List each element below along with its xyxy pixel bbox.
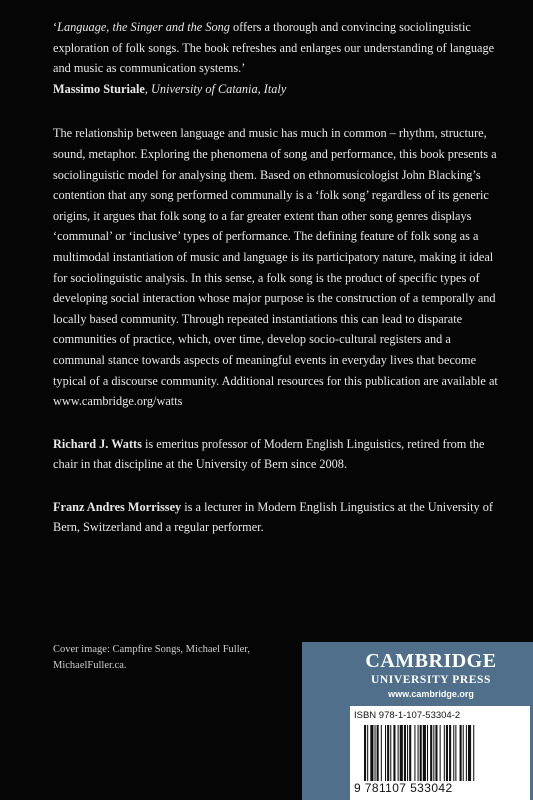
- quote-author: Massimo Sturiale: [53, 81, 145, 96]
- barcode-card: [350, 706, 530, 800]
- book-title: Language, the Singer and the Song: [57, 20, 230, 34]
- author-name: Franz Andres Morrissey: [53, 499, 182, 514]
- publisher-press: UNIVERSITY PRESS: [370, 674, 492, 686]
- author-bio-text: is a lecturer in Modern English Linguistics at the University of Bern, Switzerland and a regular performer.: [53, 499, 493, 535]
- book-description: The relationship between language and music has much in common – rhythm, structure, sound, metaphor. Exploring the phenomena of song and performance, this book presents a sociolinguistic model for analysing them. Based on ethnomusicologist John Blacking’s contention that any song performed communally is a ‘folk song’ regardless of its generic origins, it argues that folk song to a far greater extent than other song genres displays ‘communal’ or ‘inclusive’ types of performance. The defining feature of folk song as a multimodal instantiation of music and language is its participatory nature, making it ideal for sociolinguistic analysis. In this sense, a folk song is the product of specific types of developing social interaction whose major purpose is the construction of a temporally and locally based community. Through repeated instantiations this can lead to disparate communities of practice, which, over time, develop socio-cultural registers and a communal stance towards aspects of meaningful events in everyday lives that become typical of a discourse community. Additional resources for this publication are available at www.cambridge.org/watts: [53, 126, 498, 409]
- isbn-label: ISBN 978-1-107-53304-2: [354, 710, 461, 721]
- back-cover-text: [53, 17, 503, 560]
- quote-open-mark: ‘: [53, 20, 58, 34]
- publisher-url: www.cambridge.org: [388, 689, 474, 699]
- author-name: Richard J. Watts: [53, 436, 142, 451]
- cover-image-credit: Cover image: Campfire Songs, Michael Fuller, MichaelFuller.ca.: [53, 644, 250, 671]
- barcode-icon: [364, 725, 516, 783]
- author-bio-text: is emeritus professor of Modern English Linguistics, retired from the chair in that discipline at the University of Bern since 2008.: [53, 436, 485, 472]
- quote-close-mark: ’: [241, 61, 246, 76]
- author-bio-morrissey: [53, 497, 503, 538]
- quote-text: offers a thorough and convincing sociolinguistic exploration of folk songs. The book refreshes and enlarges our understanding of language and music as communication systems.: [53, 20, 495, 76]
- review-quote: [53, 17, 503, 99]
- publisher-name: CAMBRIDGE: [365, 650, 497, 672]
- publisher-panel: [302, 642, 533, 800]
- author-bio-watts: [53, 434, 503, 475]
- quote-affiliation: , University of Catania, Italy: [144, 81, 287, 96]
- barcode-digits: 9 781107 533042: [354, 781, 453, 795]
